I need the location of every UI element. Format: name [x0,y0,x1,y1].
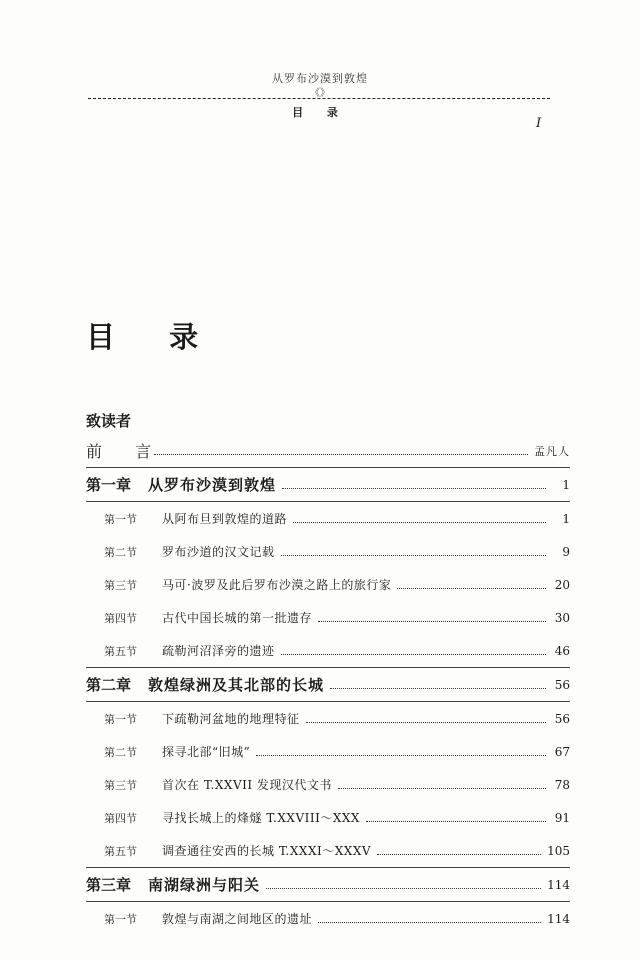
toc-row-chapter-3 [86,868,570,901]
toc-leader [306,722,546,723]
toc-leader [318,922,541,923]
toc-label: 第四节 [104,811,137,825]
toc-title: 下疏勒河盆地的地理特征 [162,712,300,726]
toc-row-section [86,535,570,568]
toc-label: 第四节 [104,611,137,625]
toc-row-section [86,702,570,735]
toc-title: 马可·波罗及此后罗布沙漠之路上的旅行家 [162,578,392,592]
page-number: I [536,116,542,131]
toc-page: 46 [554,643,570,658]
toc-leader [266,888,541,889]
toc-row-section [86,768,570,801]
toc-title: 从罗布沙漠到敦煌 [148,476,277,494]
toc-page: 105 [547,843,570,858]
to-reader-heading: 致读者 [86,412,132,430]
toc-label: 第五节 [104,644,137,658]
toc-leader [282,488,546,489]
toc-row-section [86,801,570,834]
toc-label: 第五节 [104,844,137,858]
toc-title: 疏勒河沼泽旁的遗迹 [162,644,275,658]
toc-leader [318,621,546,622]
toc-row-section [86,902,570,935]
toc-label: 第三节 [104,778,137,792]
toc-label: 第三章 [86,876,132,894]
toc-leader [338,788,546,789]
toc-page: 9 [562,544,570,559]
toc-page: 20 [554,577,570,592]
toc-page: 56 [554,677,570,692]
toc-row-section [86,735,570,768]
toc-row-chapter-1 [86,468,570,501]
toc-label: 第二节 [104,545,137,559]
toc-row-section [86,634,570,667]
toc-row-section [86,601,570,634]
toc-page: 78 [554,777,570,792]
page-title: 目 录 [86,320,221,354]
running-header-mark: 《》 [310,88,330,99]
toc-row-chapter-2 [86,668,570,701]
toc-label: 第一节 [104,912,137,926]
toc-row-section [86,834,570,867]
toc-page: 1 [562,477,570,492]
toc-leader [154,454,528,455]
toc-leader [281,555,546,556]
running-header-section: 目 录 [292,106,348,119]
toc-page: 30 [554,610,570,625]
toc-title: 敦煌绿洲及其北部的长城 [148,676,325,694]
toc-row-section [86,502,570,535]
toc-leader [366,821,546,822]
toc-row-preface [86,434,570,467]
toc-row-section [86,568,570,601]
toc-label: 第一节 [104,712,137,726]
toc-page: 91 [554,810,570,825]
toc-title: 古代中国长城的第一批遗存 [162,611,313,625]
toc-page: 孟凡人 [534,444,570,458]
toc-title: 寻找长城上的烽燧 T.XXVIII～XXX [162,811,360,825]
toc-leader [397,588,546,589]
toc-page: 114 [547,877,570,892]
toc-title: 南湖绿洲与阳关 [148,876,261,894]
toc-title: 罗布沙道的汉文记载 [162,545,275,559]
toc-label: 第二章 [86,676,132,694]
toc-leader [281,654,546,655]
table-of-contents [86,434,570,935]
toc-title: 敦煌与南湖之间地区的遗址 [162,912,313,926]
toc-page: 114 [547,911,570,926]
toc-label: 第一章 [86,476,132,494]
toc-title: 首次在 T.XXVII 发现汉代文书 [162,778,332,792]
toc-leader [293,522,546,523]
toc-page: 1 [562,511,570,526]
toc-leader [330,688,546,689]
running-header-book-title: 从罗布沙漠到敦煌 [272,72,368,85]
toc-page: 56 [554,711,570,726]
header-rule [88,98,550,99]
toc-leader [377,854,541,855]
toc-label: 前 言 [86,442,166,461]
toc-label: 第二节 [104,745,137,759]
toc-label: 第三节 [104,578,137,592]
toc-page: 67 [554,744,570,759]
toc-title: 从阿布旦到敦煌的道路 [162,512,288,526]
toc-label: 第一节 [104,512,137,526]
toc-leader [256,755,546,756]
toc-title: 探寻北部“旧城” [162,745,251,759]
toc-title: 调查通往安西的长城 T.XXXI～XXXV [162,844,372,858]
